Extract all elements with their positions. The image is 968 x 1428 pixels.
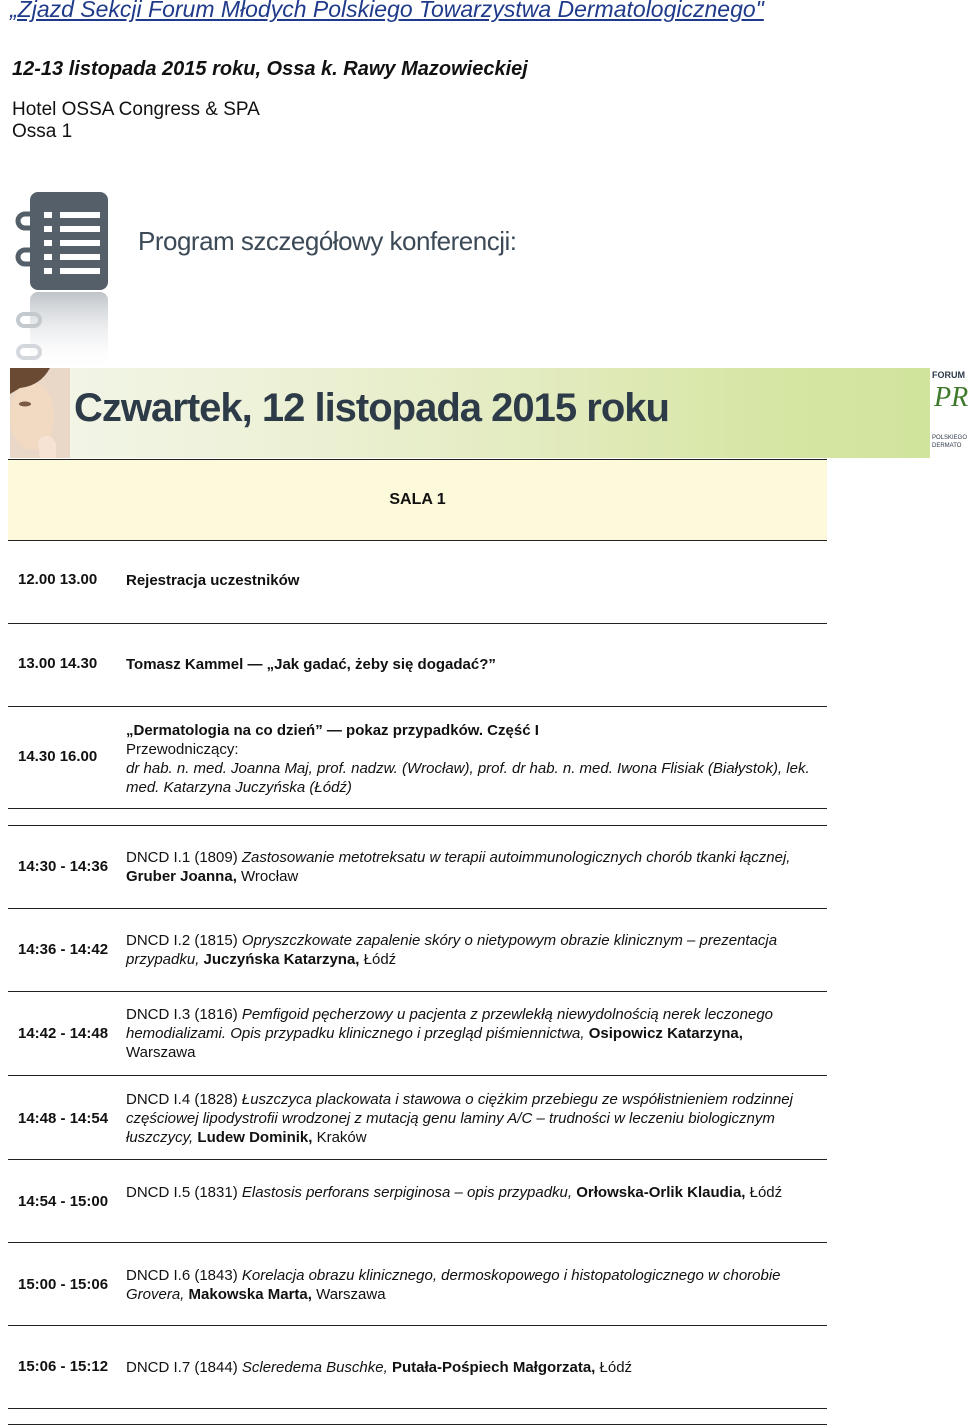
abstract-author: Putała-Pośpiech Małgorzata,	[391, 1359, 596, 1376]
row-divider	[8, 706, 827, 707]
venue	[12, 99, 260, 143]
abstract-title: Pemfigoid pęcherzowy u pacjenta z przewlekłą niewydolnością nerek leczonego hemodializami. Opis przypadku klinicznego i przegląd piśmiennictwa,	[126, 1006, 774, 1042]
abstract-code: DNCD I.2 (1815)	[126, 932, 238, 949]
day-banner	[10, 368, 968, 458]
row-divider	[8, 623, 827, 624]
abstract-code: DNCD I.4 (1828)	[126, 1091, 238, 1108]
row-time: 15:00 - 15:06	[18, 1276, 109, 1293]
row-divider	[8, 1159, 827, 1160]
abstract-city: Wrocław	[241, 868, 299, 885]
abstract-code: DNCD I.7 (1844)	[126, 1359, 238, 1376]
forum-logo-subtext: POLSKIEGO DERMATO	[932, 435, 968, 449]
row-time: 14:30 - 14:36	[18, 858, 109, 875]
abstract-title: Opryszczkowate zapalenie skóry o nietypowym obrazie klinicznym – prezentacja przypadku,	[126, 932, 778, 968]
row-content	[126, 1090, 816, 1147]
row-time: 14:42 - 14:48	[18, 1025, 109, 1042]
abstract-title: Scleredema Buschke,	[241, 1359, 388, 1376]
row-divider	[8, 808, 827, 809]
abstract-author: Ludew Dominik,	[197, 1129, 313, 1146]
abstract-code: DNCD I.1 (1809)	[126, 849, 238, 866]
row-title: Rejestracja uczestników	[126, 572, 300, 589]
program-list-icon	[18, 192, 110, 372]
abstract-city: Warszawa	[316, 1286, 386, 1303]
forum-logo	[930, 368, 968, 458]
abstract-author: Osipowicz Katarzyna,	[588, 1025, 743, 1042]
row-content	[126, 1005, 816, 1062]
venue-hotel: Hotel OSSA Congress & SPA	[12, 99, 260, 120]
row-content	[126, 1266, 816, 1304]
conference-dates: 12-13 listopada 2015 roku, Ossa k. Rawy Mazowieckiej	[12, 58, 528, 80]
abstract-city: Łódź	[749, 1184, 783, 1201]
abstract-author: Makowska Marta,	[188, 1286, 312, 1303]
room-label: SALA 1	[389, 491, 446, 508]
abstract-city: Łódź	[363, 951, 397, 968]
row-content	[126, 848, 816, 886]
row-content	[126, 931, 816, 969]
abstract-code: DNCD I.3 (1816)	[126, 1006, 238, 1023]
row-divider	[8, 1075, 827, 1076]
row-time: 12.00 13.00	[18, 571, 98, 588]
day-heading: Czwartek, 12 listopada 2015 roku	[74, 386, 669, 430]
abstract-author: Juczyńska Katarzyna,	[203, 951, 360, 968]
abstract-city: Warszawa	[126, 1044, 196, 1061]
abstract-title: Elastosis perforans serpiginosa – opis przypadku,	[241, 1184, 573, 1201]
row-content	[126, 1358, 816, 1377]
row-time: 14.30 16.00	[18, 748, 98, 765]
talk-title: „Jak gadać, żeby się dogadać?”	[266, 656, 496, 673]
abstract-title: Korelacja obrazu klinicznego, dermoskopowego i histopatologicznego w chorobie Grovera,	[126, 1267, 781, 1303]
row-divider	[8, 991, 827, 992]
venue-address: Ossa 1	[12, 121, 73, 142]
abstract-code: DNCD I.6 (1843)	[126, 1267, 238, 1284]
row-divider	[8, 1325, 827, 1326]
forum-logo-text: FORUM	[932, 370, 965, 380]
program-heading: Program szczegółowy konferencji:	[138, 226, 517, 256]
row-content	[126, 1183, 816, 1202]
row-time: 15:06 - 15:12	[18, 1358, 109, 1375]
conference-title-link[interactable]: „Zjazd Sekcji Forum Młodych Polskiego Towarzystwa Dermatologicznego"	[10, 0, 764, 22]
forum-logo-letters: PR	[934, 382, 968, 413]
row-divider	[8, 908, 827, 909]
face-photo	[10, 368, 70, 458]
session-title: „Dermatologia na co dzień” — pokaz przypadków. Część I	[126, 722, 539, 739]
room-header	[8, 459, 827, 541]
abstract-title: Łuszczyca plackowata i stawowa o ciężkim przebiegu ze współistnieniem rodzinnej częściowej lipodystrofii wrodzonej z mutacją genu laminy A/C – trudności w leczeniu biologicznym łuszczycy,	[126, 1091, 793, 1146]
abstract-code: DNCD I.5 (1831)	[126, 1184, 238, 1201]
row-divider	[8, 1242, 827, 1243]
abstract-author: Orłowska-Orlik Klaudia,	[576, 1184, 746, 1201]
abstract-author: Gruber Joanna,	[126, 868, 237, 885]
row-time: 14:54 - 15:00	[18, 1193, 109, 1210]
row-time: 14:48 - 14:54	[18, 1110, 109, 1127]
chairs-list: dr hab. n. med. Joanna Maj, prof. nadzw. (Wrocław), prof. dr hab. n. med. Iwona Flisiak (Białystok), lek. med. Katarzyna Juczyńska (Łódź)	[126, 760, 810, 796]
row-time: 13.00 14.30	[18, 655, 98, 672]
abstract-city: Łódź	[599, 1359, 633, 1376]
row-content	[126, 721, 816, 797]
row-divider	[8, 1424, 827, 1425]
row-divider	[8, 1408, 827, 1409]
chairs-label: Przewodniczący:	[126, 741, 239, 758]
abstract-city: Kraków	[316, 1129, 367, 1146]
abstract-title: Zastosowanie metotreksatu w terapii autoimmunologicznych chorób tkanki łącznej,	[241, 849, 791, 866]
row-content: Tomasz Kammel — „Jak gadać, żeby się dogadać?”	[126, 656, 496, 673]
speaker: Tomasz Kammel	[126, 656, 244, 673]
row-time: 14:36 - 14:42	[18, 941, 109, 958]
row-divider	[8, 825, 827, 826]
